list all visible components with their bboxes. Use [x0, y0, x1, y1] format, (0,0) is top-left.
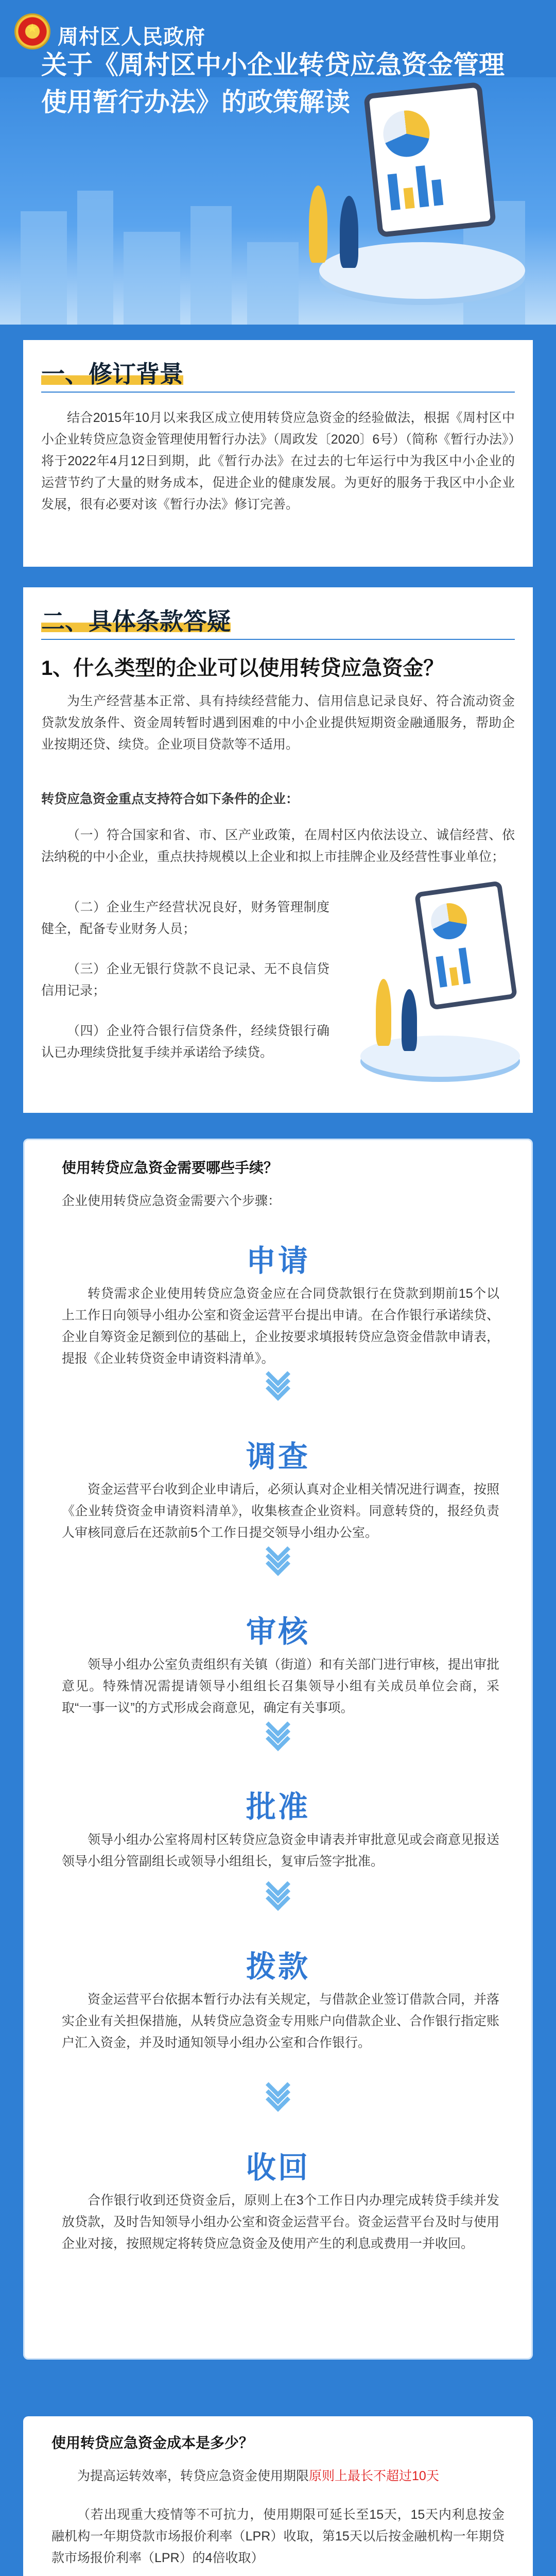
- question-title: 1、什么类型的企业可以使用转贷应急资金？: [41, 657, 444, 680]
- page-title: 关于《周村区中小企业转贷应急资金管理使用暂行办法》的政策解读: [41, 50, 505, 116]
- condition-item: （一）符合国家和省、市、区产业政策，在周村区内依法设立、诚信经营、依法纳税的中小企业，重点扶持规模以上企业和拟上市挂牌企业及经营性事业单位；: [41, 828, 515, 864]
- step-title-apply: 申请: [246, 1244, 310, 1278]
- cost-question: 使用转贷应急资金成本是多少？: [51, 2435, 254, 2451]
- chevron-down-icon: [268, 1370, 288, 1406]
- conditions-title: 转贷应急资金重点支持符合如下条件的企业：: [41, 792, 299, 806]
- step-title-investigate: 调查: [246, 1440, 310, 1473]
- chevron-down-icon: [268, 1721, 288, 1757]
- step-title-review: 审核: [246, 1615, 310, 1649]
- chevron-down-icon: [268, 2081, 288, 2117]
- step-text-investigate: 资金运营平台收到企业申请后，必须认真对企业相关情况进行调查，按照《企业转贷资金申请资料清单》，收集核查企业资料。同意转贷的，报经负责人审核同意后在还款前5个工作日提交领导小组办公室。: [62, 1482, 500, 1540]
- person-figure-icon: [340, 196, 358, 268]
- government-name: 周村区人民政府: [58, 26, 205, 48]
- person-figure-icon: [376, 979, 391, 1046]
- step-text-approve: 领导小组办公室将周村区转贷应急资金申请表并审批意见或会商意见报送领导小组分管副组长或领导小组组长，复审后签字批准。: [62, 1833, 500, 1869]
- divider: [41, 392, 515, 393]
- step-text-recover: 合作银行收到还贷资金后，原则上在3个工作日内办理完成转贷手续并发放贷款，及时告知领导小组办公室和资金运营平台。资金运营平台及时与使用企业对接，按照规定将转贷应急资金及使用产生的利息或费用一并收回。: [62, 2193, 500, 2251]
- cost-term: 为提高运转效率，转贷应急资金使用期限原则上最长不超过10天: [77, 2469, 439, 2483]
- cost-extension-note: （若出现重大疫情等不可抗力，使用期限可延长至15天，15天内利息按金融机构一年期贷款市场报价利率（LPR）收取，第15天以后按金融机构一年期贷款市场报价利率（LPR）的4倍收取）: [51, 2507, 505, 2565]
- condition-item: （四）企业符合银行信贷条件，经续贷银行确认已办理续贷批复手续并承诺给予续贷。: [41, 1024, 329, 1060]
- condition-item: （三）企业无银行贷款不良记录、无不良信贷信用记录；: [41, 962, 329, 998]
- answer-paragraph: 为生产经营基本正常、具有持续经营能力、信用信息记录良好、符合流动资金贷款发放条件、资金周转暂时遇到困难的中小企业提供短期资金融通服务，帮助企业按期还贷、续贷。企业项目贷款等不适用。: [41, 694, 515, 752]
- condition-item: （二）企业生产经营状况良好，财务管理制度健全，配备专业财务人员；: [41, 900, 329, 936]
- divider: [41, 639, 515, 640]
- person-figure-icon: [402, 989, 417, 1051]
- chevron-down-icon: [268, 1546, 288, 1582]
- tablet-chart-illustration: [414, 880, 517, 1010]
- chevron-down-icon: [268, 1880, 288, 1917]
- step-text-disburse: 资金运营平台依据本暂行办法有关规定，与借款企业签订借款合同，并落实企业有关担保措施，从转贷应急资金专用账户向借款企业、合作银行指定账户汇入资金，并及时通知领导小组办公室和合作银行。: [62, 1992, 500, 2050]
- emblem-star-icon: ★: [27, 22, 38, 36]
- procedure-intro: 企业使用转贷应急资金需要六个步骤：: [62, 1194, 281, 1208]
- step-title-approve: 批准: [246, 1790, 310, 1824]
- step-text-apply: 转贷需求企业使用转贷应急资金应在合同贷款银行在贷款到期前15个以上工作日向领导小组办公室和资金运营平台提出申请。在合作银行承诺续贷、企业自筹资金足额到位的基础上，企业按要求填报转贷应急资金借款申请表，提报《企业转贷资金申请资料清单》。: [62, 1286, 500, 1366]
- person-figure-icon: [309, 185, 327, 263]
- background-paragraph: 结合2015年10月以来我区成立使用转贷应急资金的经验做法，根据《周村区中小企业转贷应急资金管理使用暂行办法》（周政发〔2020〕6号）（简称《暂行办法》）将于2022年4月12日到期，此《暂行办法》在过去的七年运行中为我区中小企业的运营节约了大量的财务成本，促进企业的健康发展。为更好的服务于我区中小企业发展，很有必要对该《暂行办法》修订完善。: [41, 411, 515, 512]
- section-heading: 二、具体条款答疑: [41, 608, 231, 635]
- step-text-review: 领导小组办公室负责组织有关镇（街道）和有关部门进行审核，提出审批意见。特殊情况需提请领导小组组长召集领导小组有关成员单位会商，采取“一事一议”的方式形成会商意见，确定有关事项。: [62, 1657, 500, 1715]
- section-heading: 一、修订背景: [41, 361, 183, 387]
- procedure-question: 使用转贷应急资金需要哪些手续？: [62, 1160, 279, 1176]
- step-title-disburse: 拨款: [246, 1950, 310, 1984]
- step-title-recover: 收回: [246, 2151, 310, 2184]
